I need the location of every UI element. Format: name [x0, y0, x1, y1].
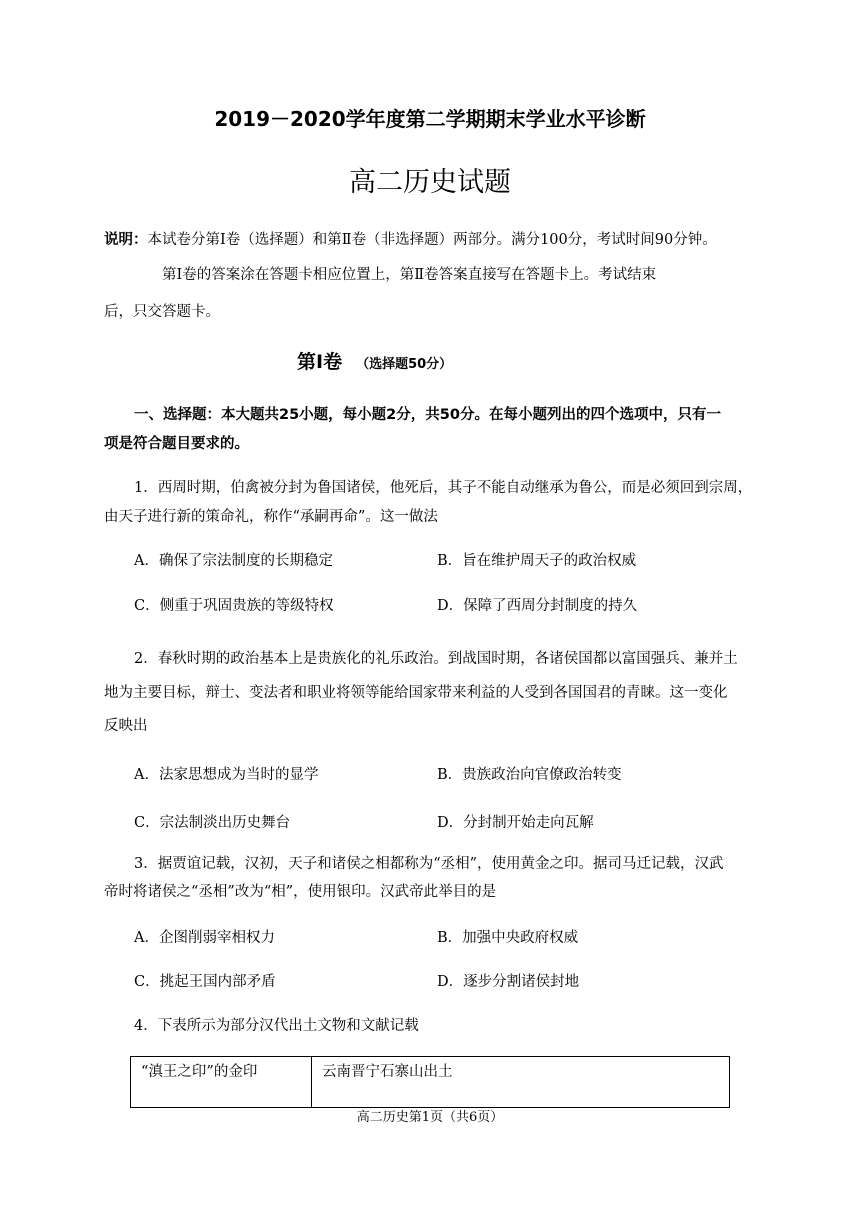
question-2-option-c: C．宗法制淡出历史舞台 — [134, 815, 291, 831]
section-title-note: （选择题50分） — [356, 357, 453, 372]
question-3-stem-line-1: 3．据贾谊记载，汉初，天子和诸侯之相都称为“丞相”，使用黄金之印。据司马迁记载，汉武 — [134, 856, 724, 872]
section-heading-line-2: 项是符合题目要求的。 — [104, 436, 249, 452]
instructions-line-1 — [104, 228, 717, 249]
question-2-stem-line-3: 反映出 — [104, 718, 148, 734]
question-1-option-d: D．保障了西周分封制度的持久 — [437, 598, 638, 614]
section-title — [297, 347, 452, 374]
question-3-option-c: C．挑起王国内部矛盾 — [134, 974, 276, 990]
section-heading-line-1: 一、选择题：本大题共25小题，每小题2分，共50分。在每小题列出的四个选项中，只有一 — [134, 407, 721, 423]
question-2-option-a: A．法家思想成为当时的显学 — [134, 767, 319, 783]
section-title-text: 第Ⅰ卷 — [297, 351, 343, 373]
question-1-option-b: B．旨在维护周天子的政治权威 — [437, 553, 637, 569]
instructions-text-1: 本试卷分第Ⅰ卷（选择题）和第Ⅱ卷（非选择题）两部分。满分100分，考试时间90分钟。 — [147, 232, 717, 248]
page-title: 2019－2020学年度第二学期期末学业水平诊断 — [214, 107, 646, 131]
question-2-option-b: B．贵族政治向官僚政治转变 — [437, 767, 622, 783]
table-cell: “滇王之印”的金印 — [131, 1057, 312, 1108]
question-1-option-c: C．侧重于巩固贵族的等级特权 — [134, 598, 334, 614]
artifact-table — [130, 1056, 730, 1108]
question-4-stem-line-1: 4．下表所示为部分汉代出土文物和文献记载 — [134, 1018, 419, 1034]
exam-subject-title: 高二历史试题 — [349, 167, 511, 198]
question-3-option-a: A．企图削弱宰相权力 — [134, 930, 275, 946]
table-cell: 云南晋宁石寨山出土 — [312, 1057, 730, 1108]
question-1-stem-line-2: 由天子进行新的策命礼，称作“承嗣再命”。这一做法 — [104, 509, 438, 525]
instructions-line-3: 后，只交答题卡。 — [104, 304, 220, 320]
question-3-stem-line-2: 帝时将诸侯之“丞相”改为“相”，使用银印。汉武帝此举目的是 — [104, 884, 497, 900]
question-1-stem-line-1: 1．西周时期，伯禽被分封为鲁国诸侯，他死后，其子不能自动继承为鲁公，而是必须回到宗周， — [134, 480, 753, 496]
instructions-label: 说明： — [104, 232, 148, 248]
question-3-option-b: B．加强中央政府权威 — [437, 930, 579, 946]
question-3-option-d: D．逐步分割诸侯封地 — [437, 974, 580, 990]
instructions-line-2: 第Ⅰ卷的答案涂在答题卡相应位置上，第Ⅱ卷答案直接写在答题卡上。考试结束 — [162, 267, 657, 283]
question-2-stem-line-1: 2．春秋时期的政治基本上是贵族化的礼乐政治。到战国时期，各诸侯国都以富国强兵、兼并土 — [134, 651, 738, 667]
page-footer: 高二历史第1页（共6页） — [356, 1110, 504, 1125]
question-1-option-a: A．确保了宗法制度的长期稳定 — [134, 553, 333, 569]
question-2-stem-line-2: 地为主要目标，辩士、变法者和职业将领等能给国家带来利益的人受到各国国君的青睐。这一变化 — [104, 685, 728, 701]
question-2-option-d: D．分封制开始走向瓦解 — [437, 815, 594, 831]
table-row — [131, 1057, 730, 1108]
